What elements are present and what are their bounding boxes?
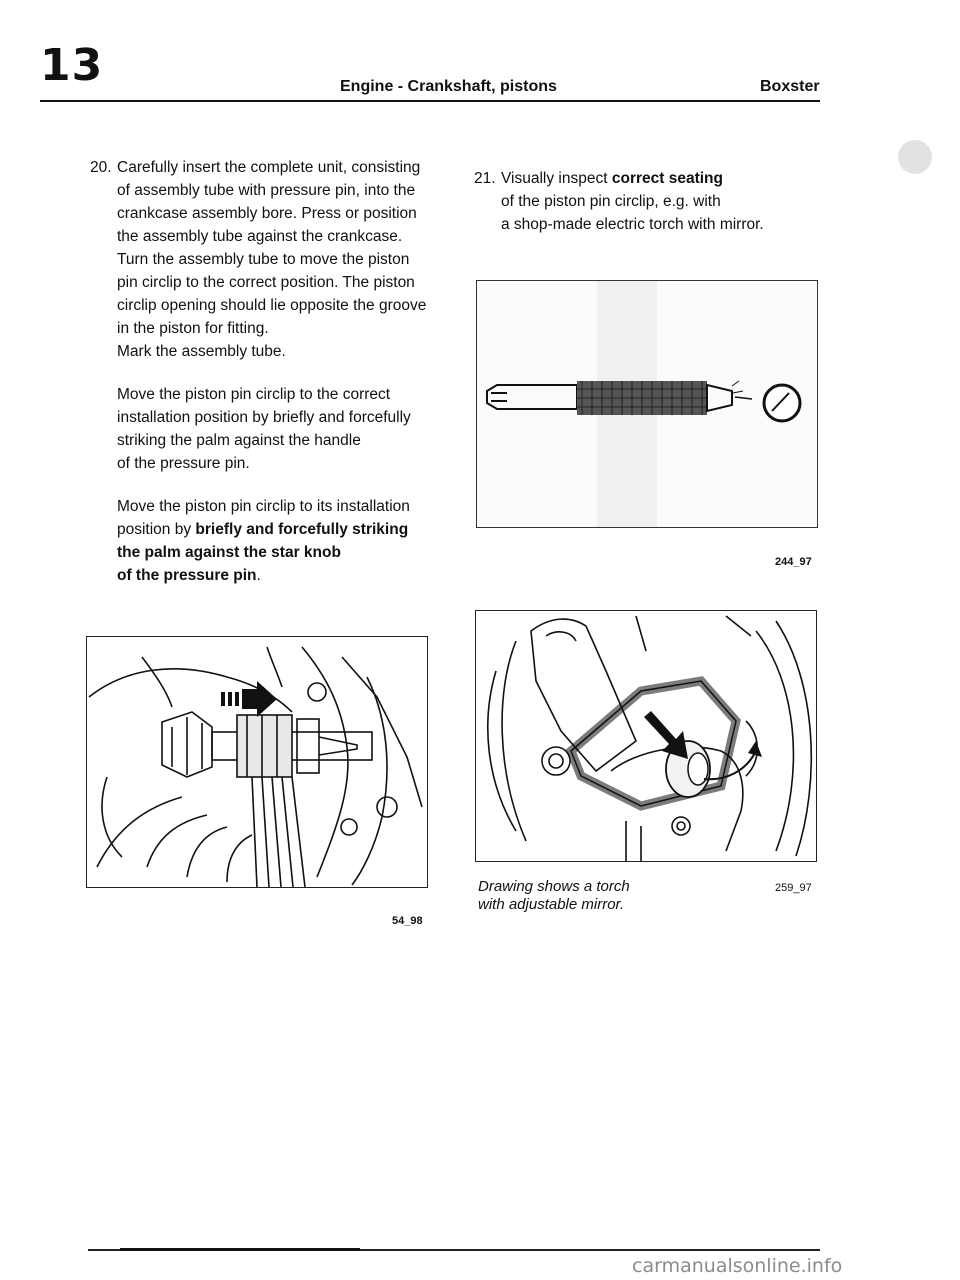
step-20-para3-line: position by briefly and forcefully striking [117,521,409,538]
step-20-para2-line: of the pressure pin. [117,455,250,472]
step-20 [90,156,450,587]
step-20-body [90,179,450,587]
figure-caption [478,878,718,914]
step-20-number: 20. [90,159,112,176]
figure-assembly-tube-drawing [87,637,427,887]
chapter-number: 13 [40,40,104,91]
page-header-title: Engine - Crankshaft, pistons [340,78,557,95]
figure-torch-drawing-image [476,611,816,861]
step-20-line: Turn the assembly tube to move the piston [117,251,410,268]
step-21-line: of the piston pin circlip, e.g. with [501,193,721,210]
step-21: 21. Visually inspect correct seating of the piston pin circlip, e.g. with a shop-made electric torch with mirror. [474,167,824,236]
step-21-number: 21. [474,170,496,187]
page-header-model: Boxster [760,78,820,95]
step-20-para2-line: installation position by briefly and forcefully [117,409,411,426]
footer-rule-accent [120,1248,360,1251]
watermark-link[interactable]: carmanualsonline.info [632,1255,843,1277]
step-20-line: pin circlip to the correct position. The piston [117,274,415,291]
figure-caption-line: Drawing shows a torch [478,878,630,895]
step-20-para2-line: striking the palm against the handle [117,432,361,449]
step-20-line: of assembly tube with pressure pin, into the [117,182,416,199]
step-20-para3-line: Move the piston pin circlip to its installation [117,498,410,515]
step-20-line: Carefully insert the complete unit, consisting [117,159,421,176]
figure-id-259-97: 259_97 [775,882,812,894]
figure-id-54-98: 54_98 [392,915,423,927]
figure-torch-photo [476,280,818,528]
step-20-para3-line: of the pressure pin. [117,567,261,584]
page-marker-dot [898,140,932,174]
step-20-line: the assembly tube against the crankcase. [117,228,403,245]
step-20-para2-line: Move the piston pin circlip to the correct [117,386,391,403]
figure-assembly-tube [86,636,428,888]
figure-id-244-97: 244_97 [775,556,812,568]
step-20-line: in the piston for fitting. [117,320,269,337]
step-20-para3-line: the palm against the star knob [117,544,341,561]
figure-torch-photo-image [477,281,817,527]
figure-caption-line: with adjustable mirror. [478,896,625,913]
figure-torch-drawing [475,610,817,862]
step-20-line: crankcase assembly bore. Press or position [117,205,417,222]
header-rule [40,100,820,102]
step-20-line: Mark the assembly tube. [117,343,286,360]
step-20-line: circlip opening should lie opposite the groove [117,297,427,314]
step-21-line: a shop-made electric torch with mirror. [501,216,764,233]
